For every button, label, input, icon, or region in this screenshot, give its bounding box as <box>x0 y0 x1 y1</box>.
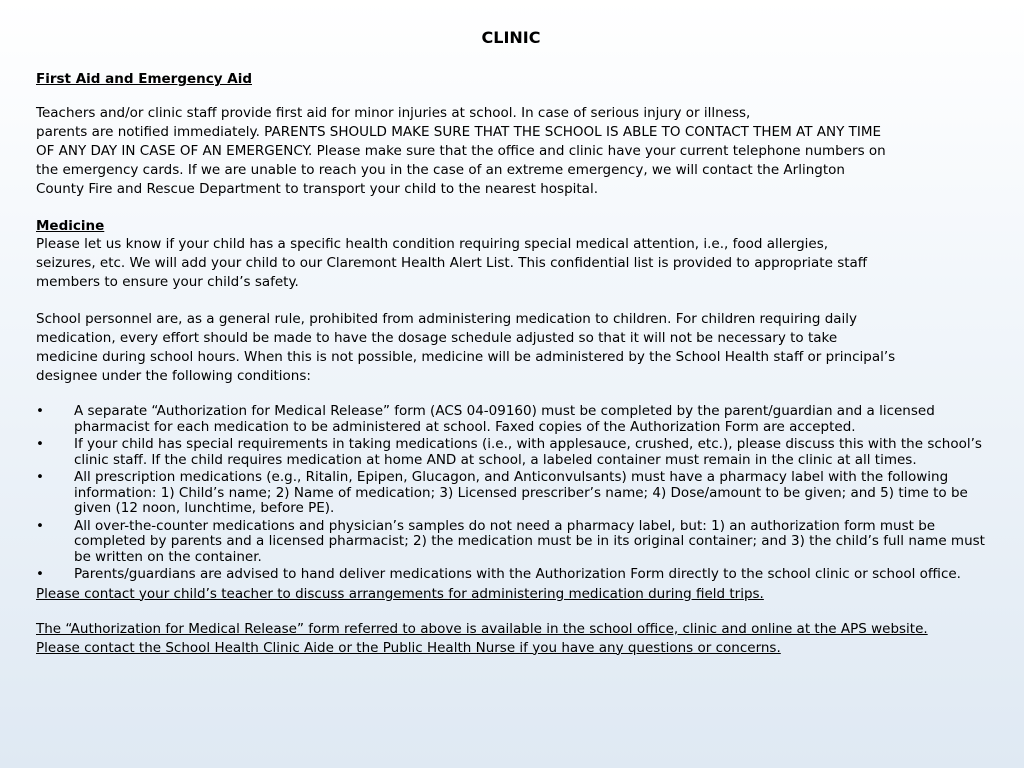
medicine-line: seizures, etc. We will add your child to our Claremont Health Alert List. This confidential list is provided to appropriate staff <box>36 255 868 271</box>
list-item-text: Parents/guardians are advised to hand deliver medications with the Authorization Form directly to the school clinic or school office. <box>74 566 961 582</box>
bullet-icon: • <box>36 469 44 485</box>
list-item <box>36 437 986 468</box>
list-item <box>36 519 986 566</box>
medicine-line: members to ensure your child’s safety. <box>36 274 299 290</box>
closing-line: The “Authorization for Medical Release” form referred to above is available in the school office, clinic and online at the APS website. <box>36 620 928 637</box>
first-aid-line: Teachers and/or clinic staff provide first aid for minor injuries at school. In case of serious injury or illness, <box>36 105 751 121</box>
personnel-paragraph <box>36 310 986 386</box>
first-aid-heading: First Aid and Emergency Aid <box>36 71 252 87</box>
medicine-line: Please let us know if your child has a specific health condition requiring special medical attention, i.e., food allergies, <box>36 236 829 252</box>
bullet-icon: • <box>36 517 44 534</box>
list-item-text: A separate “Authorization for Medical Release” form (ACS 04-09160) must be completed by the parent/guardian and a licensed pharmacist for each medication to be administered at school. Faxed copies of the Authorization Form are accepted. <box>74 403 935 435</box>
list-item <box>36 567 986 583</box>
clinic-slide <box>36 28 986 658</box>
list-item-text: All prescription medications (e.g., Ritalin, Epipen, Glucagon, and Anticonvulsants) must have a pharmacy label with the following information: 1) Child’s name; 2) Name of medication; 3) Licensed prescriber’s name; 4) Dose/amount to be given; and 5) time to be given (12 noon, lunchtime, before PE). <box>74 469 968 516</box>
list-item-text: All over-the-counter medications and physician’s samples do not need a pharmacy label, but: 1) an authorization form must be completed by parents and a licensed pharmacist; 2) the medication must be in its original container; and 3) the child’s full name must be written on the container. <box>74 517 985 565</box>
medicine-paragraph <box>36 235 986 292</box>
personnel-line: designee under the following conditions: <box>36 368 311 384</box>
closing-line: Please contact the School Health Clinic Aide or the Public Health Nurse if you have any questions or concerns. <box>36 639 781 656</box>
conditions-list <box>36 404 986 583</box>
field-trips-note: Please contact your child’s teacher to discuss arrangements for administering medication during field trips. <box>36 585 764 602</box>
personnel-line: medication, every effort should be made to have the dosage schedule adjusted so that it will not be necessary to take <box>36 330 838 346</box>
list-item-text: If your child has special requirements in taking medications (i.e., with applesauce, crushed, etc.), please discuss this with the school’s clinic staff. If the child requires medication at home AND at school, a labeled container must remain in the clinic at all times. <box>74 436 982 468</box>
personnel-line: medicine during school hours. When this is not possible, medicine will be administered by the School Health staff or principal’s <box>36 349 896 365</box>
list-item <box>36 404 986 435</box>
closing-note <box>36 620 986 658</box>
first-aid-line: County Fire and Rescue Department to transport your child to the nearest hospital. <box>36 181 598 197</box>
bullet-icon: • <box>36 436 44 452</box>
personnel-line: School personnel are, as a general rule, prohibited from administering medication to children. For children requiring daily <box>36 311 858 327</box>
first-aid-line: the emergency cards. If we are unable to reach you in the case of an extreme emergency, we will contact the Arlington <box>36 162 845 178</box>
first-aid-line: OF ANY DAY IN CASE OF AN EMERGENCY. Please make sure that the office and clinic have your current telephone numbers on <box>36 143 886 159</box>
list-item <box>36 470 986 517</box>
bullet-icon: • <box>36 566 44 582</box>
first-aid-paragraph <box>36 104 986 199</box>
bullet-icon: • <box>36 403 44 419</box>
first-aid-line: parents are notified immediately. PARENTS SHOULD MAKE SURE THAT THE SCHOOL IS ABLE TO CONTACT THEM AT ANY TIME <box>36 124 882 140</box>
page-title: CLINIC <box>481 28 541 47</box>
medicine-heading: Medicine <box>36 218 105 234</box>
